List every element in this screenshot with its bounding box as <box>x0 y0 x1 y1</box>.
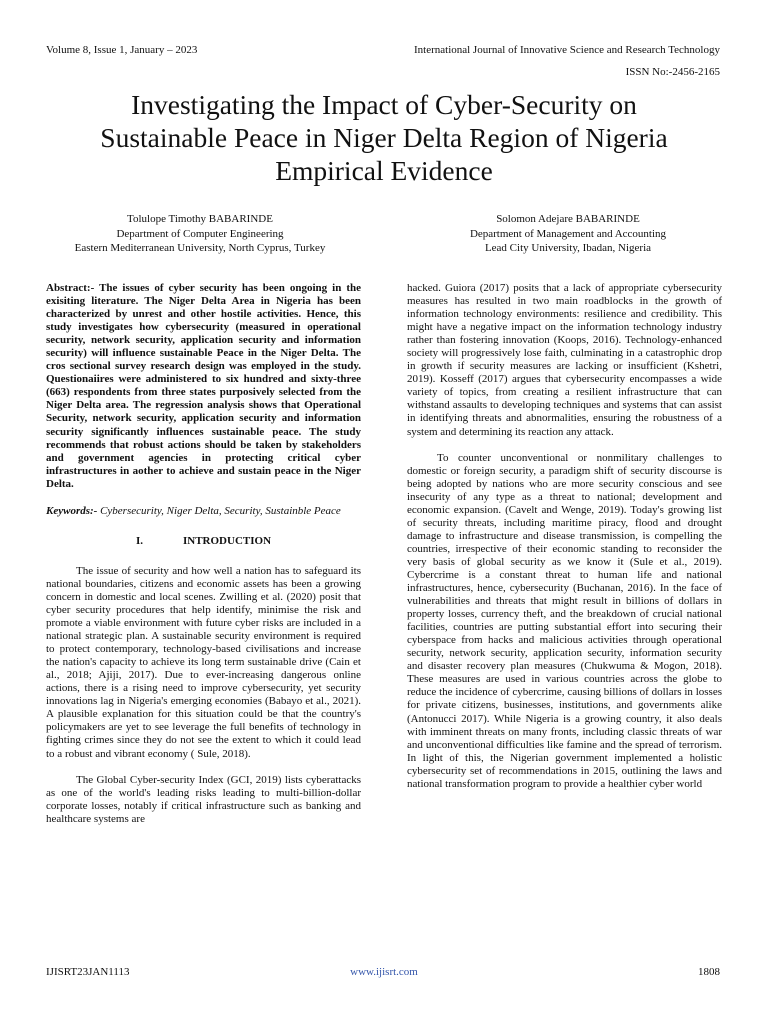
right-column <box>407 282 722 791</box>
author-department: Department of Computer Engineering <box>116 227 284 240</box>
section-heading <box>46 535 361 548</box>
author-name: Solomon Adejare BABARINDE <box>496 213 640 225</box>
title-line-2: Sustainable Peace in Niger Delta Region of Nigeria <box>100 122 668 153</box>
footer-page-number: 1808 <box>698 966 720 978</box>
left-column <box>46 282 361 826</box>
footer-website-link[interactable]: www.ijisrt.com <box>350 966 418 978</box>
keywords-label: Keywords:- <box>46 504 98 517</box>
author-block-1 <box>35 212 365 256</box>
section-title: INTRODUCTION <box>183 534 272 547</box>
body-paragraph: The Global Cyber-security Index (GCI, 2019) lists cyberattacks as one of the world's leading risks leading to multi-billion-dollar corporate losses, notably if critical infrastructure such as banking and healthcare systems are <box>46 773 361 825</box>
author-name: Tolulope Timothy BABARINDE <box>127 213 273 225</box>
section-number: I. <box>135 534 143 547</box>
abstract: Abstract:- The issues of cyber security has been ongoing in the exisiting literature. The Niger Delta Area in Nigeria has been characterized by unrest and other hostile activities. Hence, this study investigates how cybersecurity (measured in operational security, network security, application security and information security) will influence sustainable Peace in the Niger Delta. The cros sectional survey research design was employed in the study. Questionaiires were administered to six hundred and sixty-three (663) respondents from three states purposively selected from the Niger Delta area. The regression analysis shows that Operational Security, network security, application security and information security significantly influences sustainable peace. The study recommends that robust actions should be taken by stakeholders and government agencies in protecting critical cyber infrastructures in aother to achieve and sustain peace in the Niger Delta. <box>46 282 361 490</box>
body-paragraph: To counter unconventional or nonmilitary challenges to domestic or foreign security, a paradigm shift of security discourse is being adopted by nations who are more security conscious and see insecurity of any type as a threat to national; development and economic expansion. (Cavelt and Wenge, 2019). Today's growing list of security threats, including maritime piracy, flood and drought damage to infrastructure and disease transmission, is compelling the countries, irrespective of their economic standing to reconsider the very basis of global security as we know it (Sule et al., 2019). Cybercrime is a constant threat to human life and national infrastructures, hence, cybersecurity (Buchanan, 2016). In the face of vulnerabilities and threats that might result in billions of dollars in property losses, currency theft, and the breakdown of crucial national facilities, countries are putting substantial effort into securing their cyberspace from hacks and malicious activities through operational security, network security, application security, information security and disaster recovery plan measures (Chukwuma & Mogon, 2018). These measures are used in various countries across the globe to reduce the incidence of cybercrime, causing billions of dollars in losses for private citizens, businesses, institutions, and governments alike (Antonucci 2017). While Nigeria is a growing country, it also deals with imminent threats on many fronts, including classic threats of war and unconventional difficulties like famine and the spread of terrorism. In light of this, the Nigerian government implemented a holistic cybersecurity set of recommendations in 2015, outlining the laws and national transformation program to provide a healthier cyber world <box>407 451 722 790</box>
keywords-text: Cybersecurity, Niger Delta, Security, Sustainble Peace <box>100 504 341 517</box>
author-affiliation: Lead City University, Ibadan, Nigeria <box>484 242 652 254</box>
author-affiliation: Eastern Mediterranean University, North Cyprus, Turkey <box>74 242 326 254</box>
keywords <box>46 505 361 518</box>
author-block-2 <box>403 212 733 256</box>
body-paragraph: hacked. Guiora (2017) posits that a lack of appropriate cybersecurity measures has resulted in two main roadblocks in the growth of information technology environments: resilience and credibility. This might have a negative impact on the information technology industry rather than fostering innovation (Koops, 2016). Technology-enhanced society will progressively lose faith, culminating in a catastrophic drop in growth if security measures are lacking or insufficient (Kshetri, 2019). Kosseff (2017) argues that cybersecurity encompasses a wide variety of topics, from creating a resilient infrastructure that can withstand assaults to developing techniques and systems that can assist in identifying threats and abnormalities, ensuring the robustness of a system and determining its reaction any attack. <box>407 282 722 438</box>
body-paragraph: The issue of security and how well a nation has to safeguard its national boundaries, citizens and economic assets has been a growing concern in domestic and local scenes. Zwilling et al. (2020) posit that cyber security procedures that help identify, minimise the risk and promote a viable environment with future cyber risks are included in a national strategic plan. A sustainable security environment is required to protect contemporary, technology-based civilisations and increase the nation's capacity to achieve its long term sustainable drive (Cain et al., 2018; Ajiji, 2017). Due to ever-increasing dangerous online actions, there is a rising need to improve cybersecurity, yet security innovations lag in Nigeria's emerging economies (Babayo et al., 2021). A plausible explanation for this situation could be that the country's policymakers are yet to see leverage the full benefits of technology in fighting crimes since they do not see the extent to which it could lead to a robust and vibrant economy ( Sule, 2018). <box>46 564 361 760</box>
footer-paper-id: IJISRT23JAN1113 <box>46 966 130 978</box>
header-volume-info: Volume 8, Issue 1, January – 2023 <box>46 44 198 56</box>
title-line-1: Investigating the Impact of Cyber-Security on <box>131 89 637 120</box>
header-issn: ISSN No:-2456-2165 <box>625 66 720 78</box>
author-department: Department of Management and Accounting <box>469 227 667 240</box>
title-line-3: Empirical Evidence <box>275 155 493 186</box>
header-journal-name: International Journal of Innovative Science and Research Technology <box>413 44 720 56</box>
paper-title <box>40 88 728 187</box>
